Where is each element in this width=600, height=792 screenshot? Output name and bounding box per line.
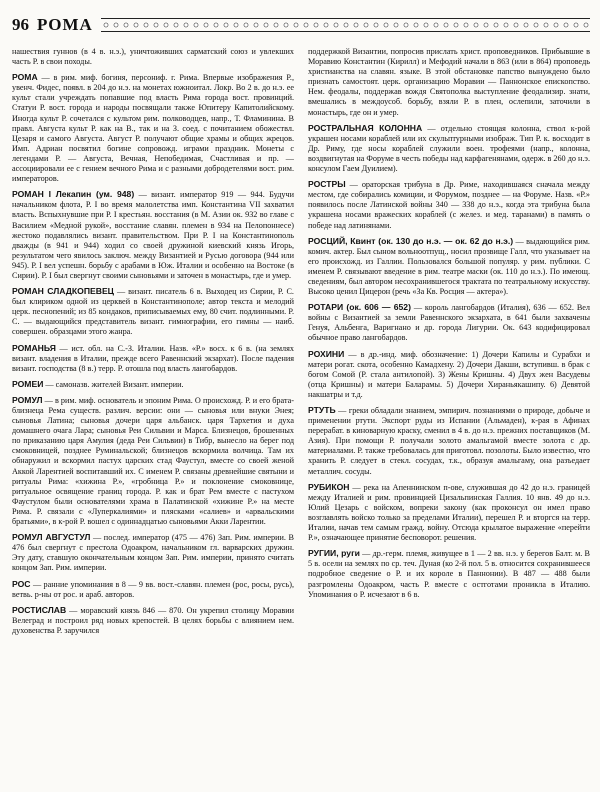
entry-text: — ранние упоминания в 8 — 9 вв. вост.-славян. племен (рос, росы, русь), ветвь. р-ны от рос. и араб. авторов.: [12, 579, 294, 599]
headword: РОМА: [12, 72, 38, 83]
entry: [308, 349, 590, 400]
entry-text: — отдельно стоящая колонна, ствол к-рой украшен носами кораблей или их скульптурными изображ. Тип Р. к. восходит в Др. Риму, где носы кораблей служили воен. трофеями (напр., колонна, воздвигнутая на Форуме в честь победы над карфагенянами, одерж. в 260 до н.э. консулом Гаем Дуилием).: [308, 123, 590, 174]
headword: РОМАНЬЯ: [12, 342, 56, 353]
entry-text: — моравский князь 846 — 870. Он укрепил столицу Моравии Велеград и построил ряд новых крепостей. В целях борьбы с влиянием нем. духовенства Р. заручился: [12, 605, 294, 635]
headword: РОМУЛ АВГУСТУЛ: [12, 532, 91, 543]
entry-text: — в рим. миф. основатель и эпоним Рима. О происхожд. Р. и его брата-близнеца Рема существ. различ. версии: они — сыновья или внуки Энея; сыновья Латина; сыновья дочери царя альбанск. царя Тархетия и духа домашнего очага Лара; сыновья Реи Сильвии и Марса. Близнецов, брошенных по приказанию царя Амулия (деда Реи Сильвии) в Тибр, вынесло на берег под смоковницей, позднее Руминальской; близнецов вскормила волчица. Там их обнаружил и вскормил пастух царских стад Фаустул, вместе со своей женой Аккой Ларентией воспитавший их. С именем Р. связаны древнейшие святыни и ритуалы Рима: «хижина Р.», «гробница Р.» и поклонение смоковнице, ритуальное освящение границ города. Р. как и брат Рем вместе с пастухом Фаустулом были основателями храма в Палатинской «хижине Р.» на месте Рима. Р. связали с «Луперкалиями» и плясками «салиев» и «арвальскими братьями», в к-рой Р. вошел с одиннадцатью сыновьями Акки Ларентии.: [12, 395, 294, 527]
entry: [12, 286, 294, 337]
entry: [308, 46, 590, 118]
entry: [12, 343, 294, 374]
entry: [308, 482, 590, 544]
ornament-border: [101, 18, 590, 32]
headword: РОС: [12, 578, 31, 589]
headword: РОМАН СЛАДКОПЕВЕЦ: [12, 286, 114, 297]
entry: [308, 405, 590, 477]
running-head: РОМА: [37, 15, 93, 34]
headword: РУГИИ, руги: [308, 548, 360, 559]
headword: РОМАН I Лекапин (ум. 948): [12, 189, 135, 200]
headword: РОМЕИ: [12, 378, 44, 389]
entry: [12, 395, 294, 527]
headword: РУБИКОН: [308, 481, 350, 492]
left-column: [12, 46, 294, 784]
entry: [12, 189, 294, 281]
entry-text: — река на Апеннинском п-ове, служившая до 42 до н.э. границей между Италией и рим. провинцией Цизальпинская Галлия. 10 янв. 49 до н.э. Юлий Цезарь с войском, вопреки закону (как проконсул он имел право возглавлять войско только за пределами Италии), перешел Р. и вторгся на терр. Италии, начав тем самым гражд. войну. Отсюда крылатое выражение «перейти Р.», означающее принятие бесповорот. решения.: [308, 482, 590, 543]
headword: РОСТРЫ: [308, 179, 346, 190]
entry-text: — король лангобардов (Италия), 636 — 652. Вел войны с Византией за земли Равеннского экзархата, в 641 были захвачены Генуя, Альбенга, Варигнано и др. города Лигурии. Ок. 643 кодифицировал обычное право лангобардов.: [308, 303, 590, 343]
entry-text: нашествия гуннов (в 4 в. н.э.), уничтоживших сарматский союз и увлекших часть Р. в свои походы.: [12, 47, 294, 67]
entry: [12, 379, 294, 390]
running-header: [12, 12, 590, 38]
text-columns: [12, 46, 590, 784]
entry-text: — визант. император 919 — 944. Будучи начальником флота, Р. I во время малолетства имп. Константина VII захватил власть. Вспыхнувшие при Р. I крестьян. восстания (в М. Азии ок. 932 во главе с Василием «Медной рукой», восстание славян. племен в 934 на Пелопоннесе) жестоко подавлялись визант. правительством. При Р. I на Константинополь дважды (в 941 и 944) ходил со своей дружиной киевский князь Игорь, результатом чего явилось заключ. между Византией и Русью договора (944 или 945). Р. I вел успешн. борьбу с арабами в Юж. Италии и особенно на Востоке (в Сирии). Р. I был свергнут своими сыновьями и заточен в монастырь, где и умер.: [12, 190, 294, 280]
headword: РТУТЬ: [308, 405, 336, 415]
entry: [308, 236, 590, 298]
entry-text: — в рим. миф. богиня, персониф. г. Рима. Впервые изображения Р., увенч. Фидес, появл. в 204 до н.э. на монетах южноитал. Локр. Во 2 в. до н.э. ее культ стали учреждать попавшие под власть Рима города вост. провинций. Статуи Р. вост. города и народы посвящали также Юпитеру Капитолийскому. Иногда культ Р. сочетался с культом рим. полководцев, напр., Т. Фламинина. В правл. Августа культ Р. как на В., так и на З. соед. с почитанием обожествл. Цезаря и самого Августа. Август Р. получают общие храмы и общих жрецов. Имп. Адриан посвятил богине сопровожд. играми праздник. Монеты с легендами Р. — Августа, Вечная, Непобедимая, Счастливая и пр. — ассоциировали ее с гением вечного Рима и с разными добродетелями вост. рим. императоров.: [12, 73, 294, 184]
headword: РОХИНИ: [308, 348, 345, 359]
entry: [12, 532, 294, 573]
entry: [12, 72, 294, 184]
entry: [308, 548, 590, 599]
entry-text: — выдающийся рим. комич. актер. Был сыном вольноотпущ., носил прозвище Галл, что указывает на его происхожд. из Галлии. Пользовался большой популяр. у рим. публики. С именем Р. связывают введение в рим. театре маски (ок. 110 до н.э.). По имеющ. сведениям, был автором несохранившегося трактата по театральному искусству. Высоко ценил Цицерон (речь «За Кв. Росция — актера»).: [308, 236, 590, 297]
entry: [12, 46, 294, 67]
entry-text: — греки обладали знанием, эмпирич. познаниями о природе, добыче и применении ртути. Экспорт руды из Испании (Альмаден), к-рая в Афинах перерабат. в киноварную краску, сменил в 4 в. до н.э. прежних поставщиков (М. Азия). При помощи Р. получали золото амальгамой вместе золота с др. материалами. Р. также требовалась для приготовл. позолоты. Было известно, что хранить Р. следует в стекл. сосудах, т.к., образуя амальгаму, она разъедает металлич. сосуды.: [308, 406, 590, 476]
headword: РОМУЛ: [12, 394, 43, 405]
right-column: [308, 46, 590, 784]
entry-text: поддержкой Византии, попросив прислать христ. проповедников. Прибывшие в Моравию Константин (Кирилл) и Мефодий начали в 863 (или в 864) проповедь христианства на славян. языке. В этой обстановке папство вынуждено было признать самостоят. церк. организацию Моравии — Паннонское епископство. Нем. феодалы, поддержав вождя Святополка выступление феодализир. знати, вмешались в междоусоб. борьбу, взяли Р. в плен, ослепили, заточили в монастырь, где он и умер.: [308, 47, 590, 117]
entry-text: — ораторская трибуна в Др. Риме, находившаяся сначала между местом, где собирались комиции, и Форумом, позднее — на Форуме. Назв. «Р.» появилось после Латинской войны 340 — 338 до н.э., когда эта трибуна была украшена носами вражеских кораблей (с желез. и мед. таранами) в память о победе над латинянами.: [308, 180, 590, 230]
headword: РОСЦИЙ, Квинт (ок. 130 до н.э. — ок. 62 до н.э.): [308, 235, 514, 246]
entry-text: — послед. император (475 — 476) Зап. Рим. империи. В 476 был свергнут с престола Одоакром, начальником гл. варварских дружин. Эту дату, ставшую окончательным концом Зап. Рим. империи, принято считать концом Зап. Рим. империи.: [12, 533, 294, 573]
headword: РОСТРАЛЬНАЯ КОЛОННА: [308, 122, 423, 133]
page-number: 96: [12, 15, 29, 34]
entry: [12, 579, 294, 600]
entry-text: — ист. обл. на С.-З. Италии. Назв. «Р.» восх. к 6 в. (на землях визант. владения в Италии, прежде всего Равеннский экзархат). После падения визант. господства (8 в.) терр. Р. отошла под власть лангобардов.: [12, 343, 294, 373]
headword: РОСТИСЛАВ: [12, 604, 67, 615]
entry: [308, 302, 590, 343]
headword: РОТАРИ (ок. 606 — 652): [308, 302, 411, 313]
entry-text: — др.-герм. племя, живущее в 1 — 2 вв. н.э. у берегов Балт. м. В 5 в. осели на землях по ср. теч. Дуная (ко 2-й пол. 5 в. относится сохранившееся подробное сведение о Р. и их короле в Паннонии). В 487 — 488 были разгромлены Одоакром, часть Р. вместе с остготами проникла в Италию. Упоминания о Р. исчезают в 6 в.: [308, 549, 590, 599]
entry: [308, 179, 590, 230]
entry-text: — самоназв. жителей Визант. империи.: [43, 379, 184, 389]
entry-text: — визант. писатель 6 в. Выходец из Сирии, Р. С. был клириком одной из церквей в Константинополе; автор текста и мелодий церк. песнопений; из 85 кондаков, приписываемых ему, 80 счит. подлинными. Р. С. — выдающийся представитель визант. гимнографии, его гимны — наиб. совершен. образцами этого жанра.: [12, 287, 294, 337]
entry: [12, 605, 294, 636]
entry: [308, 123, 590, 174]
entry-text: — в др.-инд. миф. обозначение: 1) Дочери Капилы и Сурабхи и матери рогат. скота, особенно Камадхену. 2) Дочери Дакши, вступивш. в брак с богом Сомой (Р. стала антилопой). 3) Жены Кришны. 4) Двух жен Васудевы (отца Кришны) и матери Баларамы. 5) Дочери Хираньякашипу. 6) Девятой накшатры и т.д.: [308, 349, 590, 399]
